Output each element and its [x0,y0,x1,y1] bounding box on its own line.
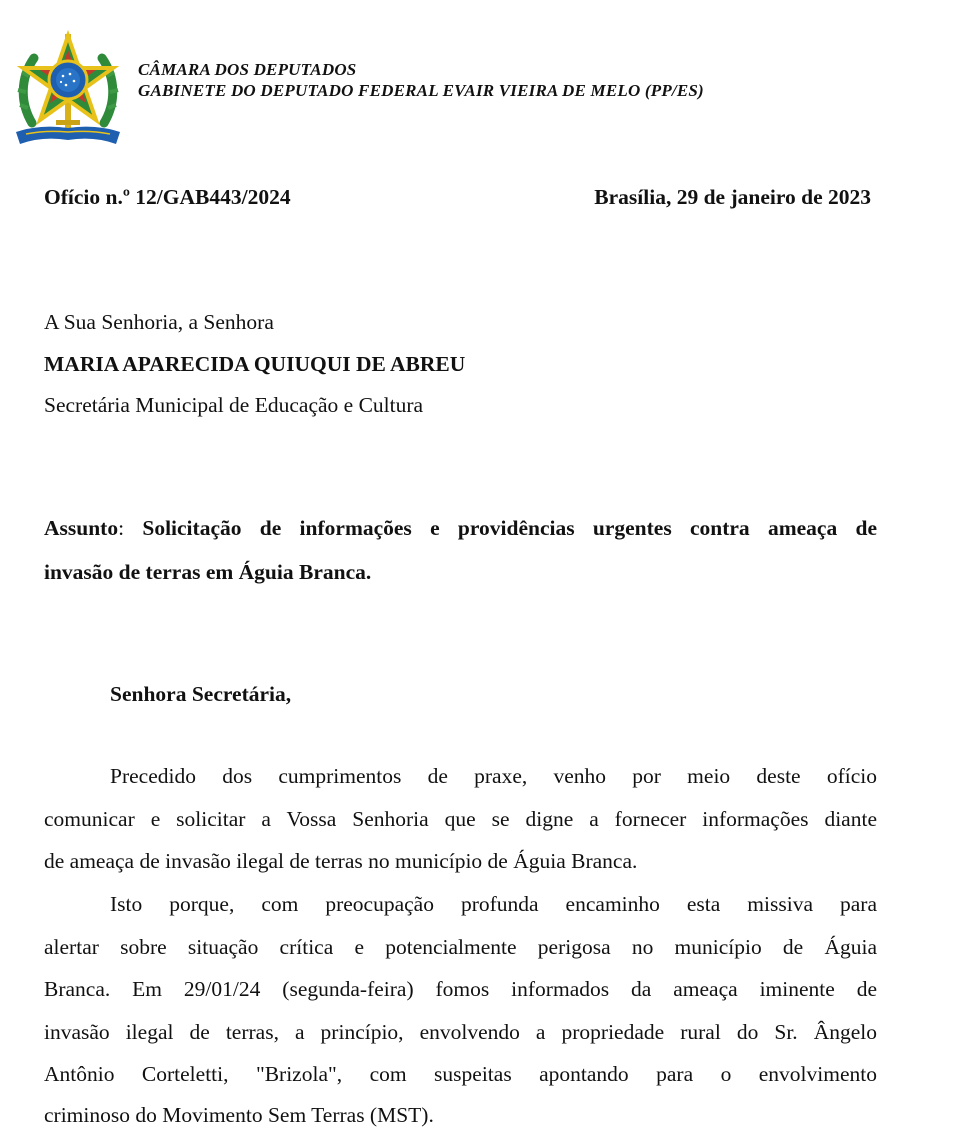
paragraph-line: Isto porque, com preocupação profunda encaminho esta missiva para [110,892,877,916]
paragraph-line: de ameaça de invasão ilegal de terras no município de Águia Branca. [44,849,638,873]
subject-separator: : [118,516,125,540]
subject-line [44,507,877,549]
subject-label: Assunto [44,516,119,540]
paragraph-line: alertar sobre situação crítica e potencialmente perigosa no município de Águia [44,935,877,959]
place-date: Brasília, 29 de janeiro de 2023 [594,185,871,209]
paragraph-line: comunicar e solicitar a Vossa Senhoria que se digne a fornecer informações diante [44,807,877,831]
brazil-coat-of-arms-icon [12,28,124,150]
paragraph-line: invasão ilegal de terras, a princípio, envolvendo a propriedade rural do Sr. Ângelo [44,1020,877,1044]
document-number: Ofício n.º 12/GAB443/2024 [44,185,291,209]
chamber-name: CÂMARA DOS DEPUTADOS [138,60,357,79]
paragraph-line: Precedido dos cumprimentos de praxe, venho por meio deste ofício [110,764,877,788]
greeting: Senhora Secretária, [110,682,292,706]
paragraph-line: Antônio Corteletti, "Brizola", com suspeitas apontando para o envolvimento [44,1062,877,1086]
paragraph-line: Branca. Em 29/01/24 (segunda-feira) fomos informados da ameaça iminente de [44,977,877,1001]
subject-text: Solicitação de informações e providências urgentes contra ameaça de [124,516,877,540]
subject-text: invasão de terras em Águia Branca. [44,560,372,584]
addressee-treatment: A Sua Senhoria, a Senhora [44,310,274,334]
addressee-role: Secretária Municipal de Educação e Cultura [44,393,424,417]
cabinet-name: GABINETE DO DEPUTADO FEDERAL EVAIR VIEIRA DE MELO (PP/ES) [138,81,704,100]
paragraph-line: criminoso do Movimento Sem Terras (MST). [44,1103,434,1127]
addressee-name: MARIA APARECIDA QUIUQUI DE ABREU [44,352,466,376]
